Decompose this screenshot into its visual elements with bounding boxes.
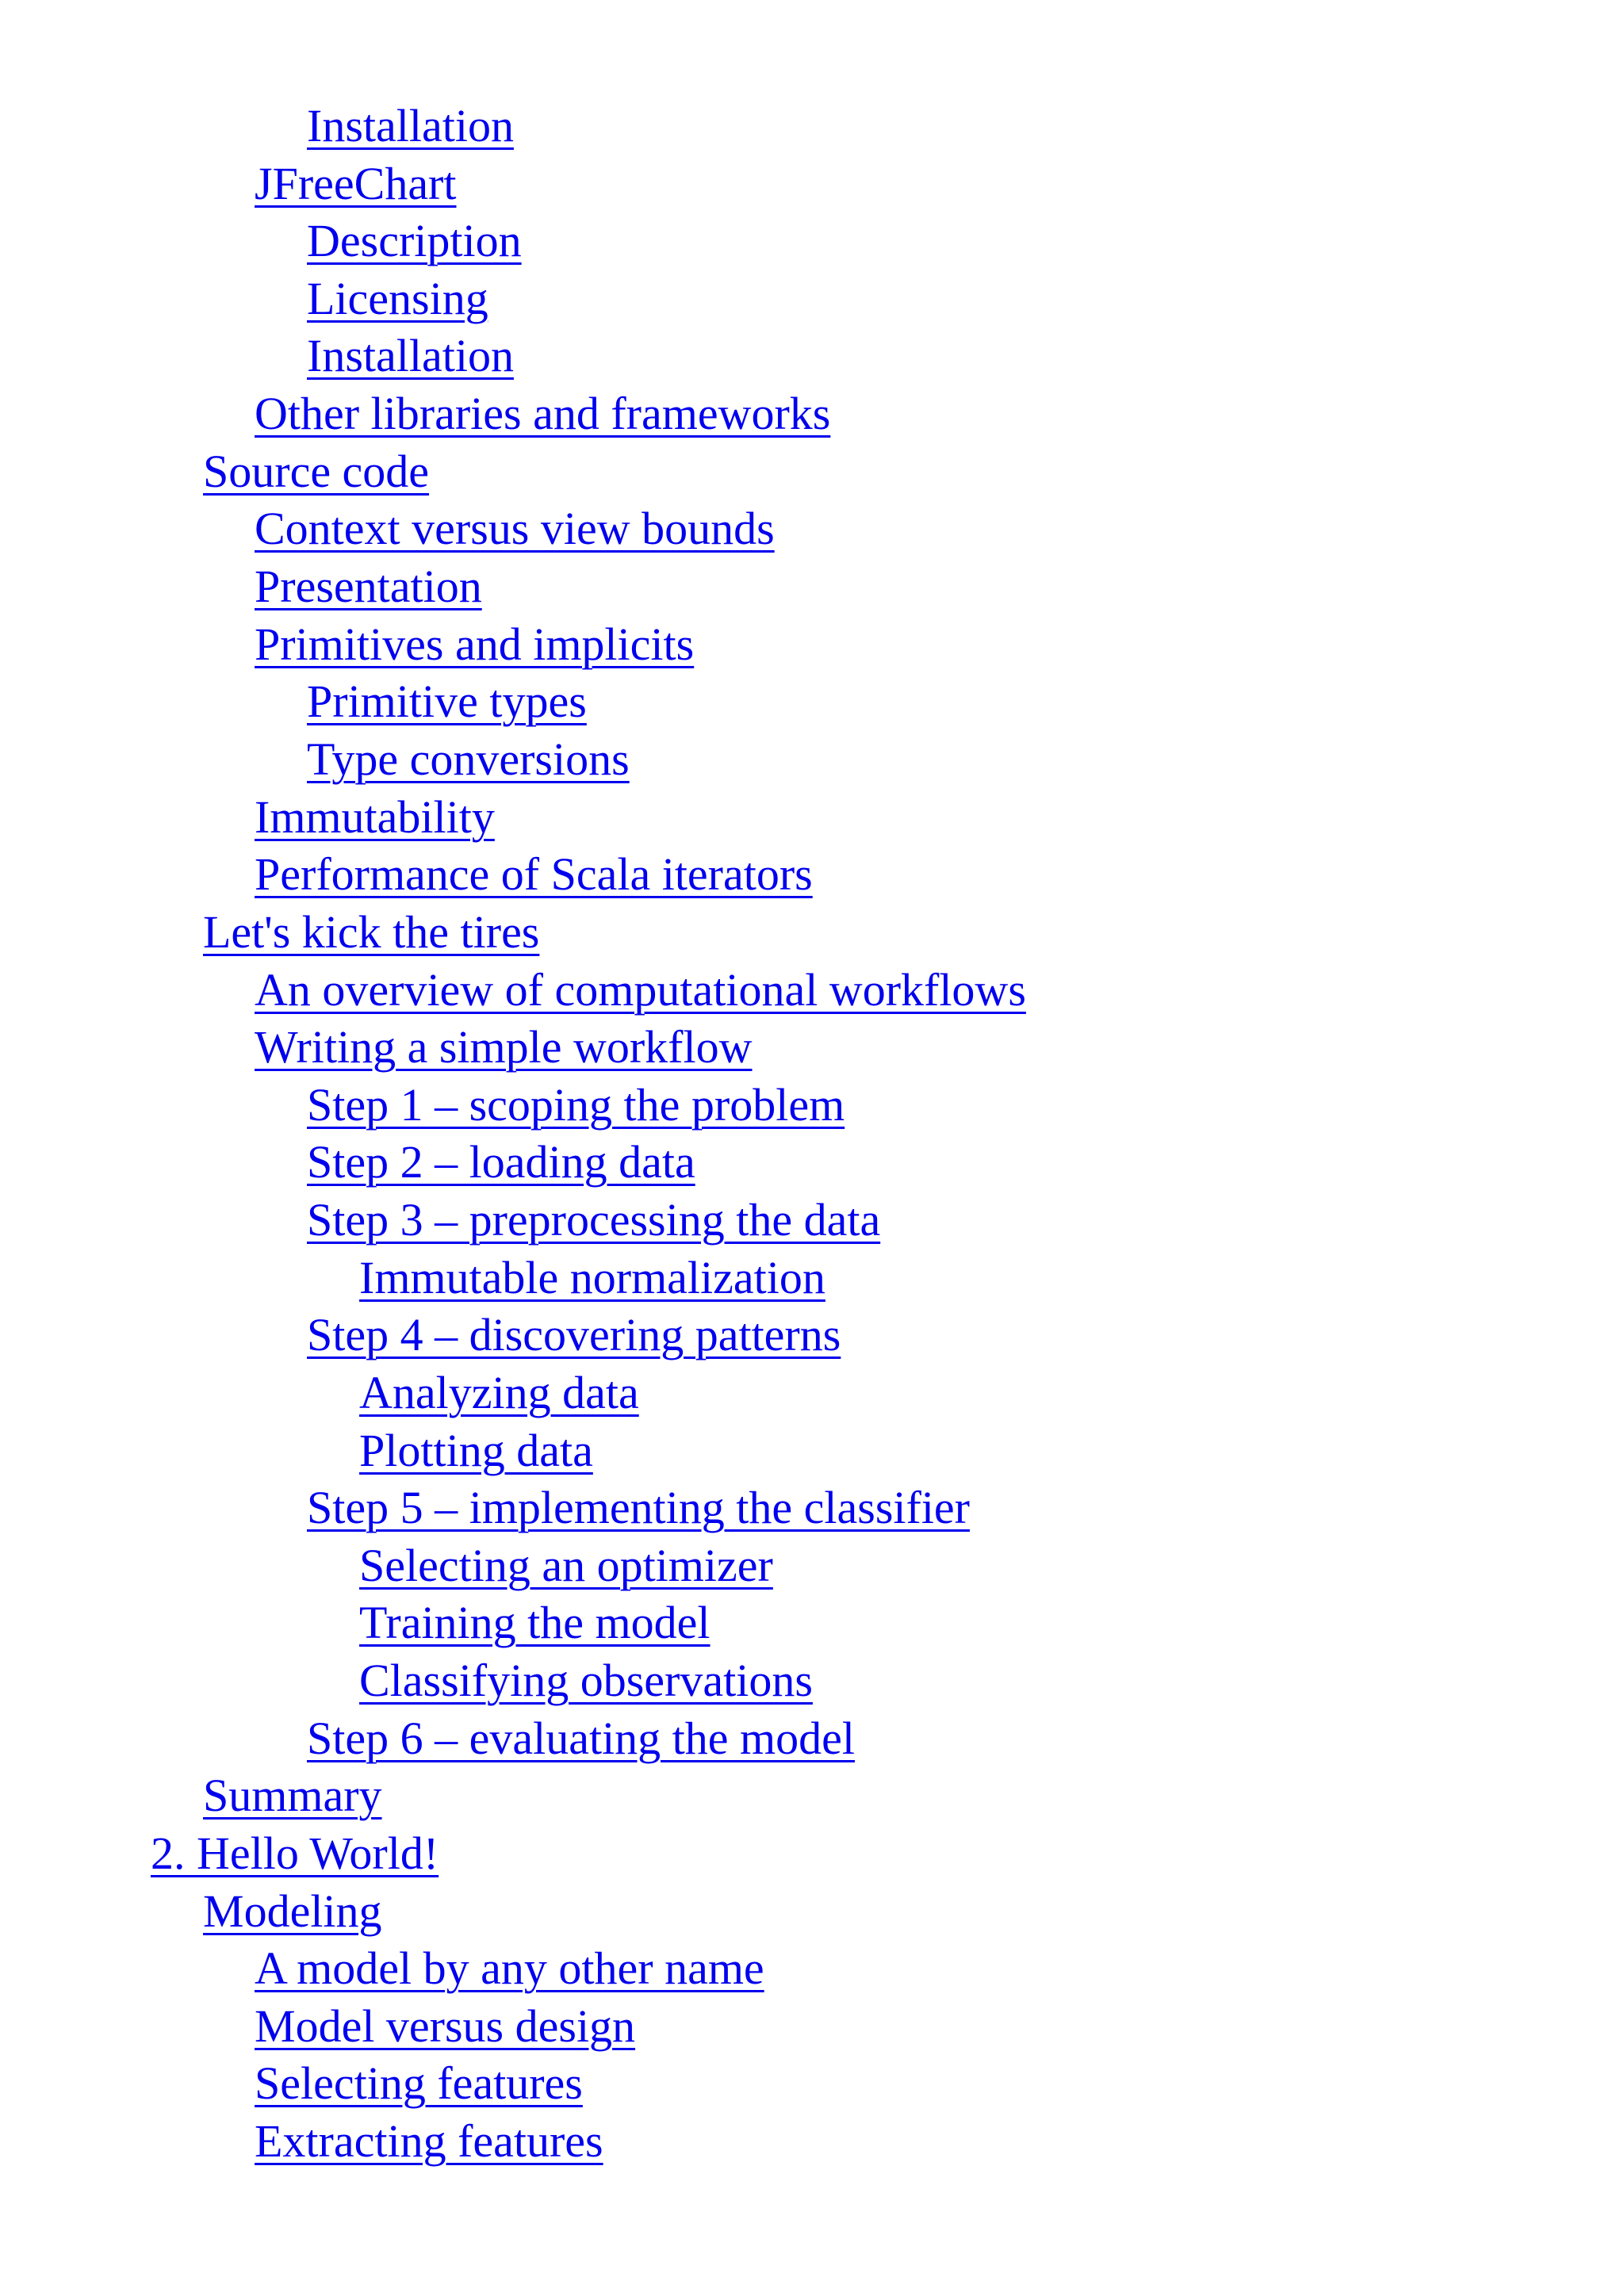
toc-link[interactable]: Source code [203,446,430,497]
toc-link[interactable]: Step 5 – implementing the classifier [307,1482,970,1533]
toc-link[interactable]: An overview of computational workflows [255,964,1026,1016]
toc-link[interactable]: Immutable normalization [359,1252,825,1303]
toc-link[interactable]: Installation [307,100,514,151]
toc-link[interactable]: Performance of Scala iterators [255,848,813,900]
toc-link[interactable]: Analyzing data [359,1367,639,1418]
toc-link[interactable]: Installation [307,330,514,381]
toc-link[interactable]: Training the model [359,1597,710,1648]
toc-link[interactable]: Summary [203,1770,382,1821]
toc-link[interactable]: Step 1 – scoping the problem [307,1079,845,1131]
toc-link[interactable]: Context versus view bounds [255,503,775,554]
toc-chapter-link[interactable]: 2. Hello World! [151,1827,439,1879]
toc-link[interactable]: Step 3 – preprocessing the data [307,1194,881,1246]
toc-link[interactable]: Primitives and implicits [255,618,695,670]
toc-link[interactable]: A model by any other name [255,1942,764,1994]
toc-link[interactable]: Step 4 – discovering patterns [307,1309,841,1360]
toc-link[interactable]: Selecting an optimizer [359,1540,773,1591]
toc-link[interactable]: Licensing [307,273,488,324]
toc-link[interactable]: JFreeChart [255,158,457,209]
toc-link[interactable]: Classifying observations [359,1655,813,1706]
toc-link[interactable]: Presentation [255,561,482,612]
toc-link[interactable]: Step 6 – evaluating the model [307,1712,856,1764]
toc-link[interactable]: Selecting features [255,2057,583,2109]
toc-link[interactable]: Writing a simple workflow [255,1021,753,1073]
toc-link[interactable]: Extracting features [255,2115,603,2167]
toc-link[interactable]: Step 2 – loading data [307,1136,695,1188]
toc-link[interactable]: Immutability [255,791,495,843]
toc-link[interactable]: Modeling [203,1885,382,1937]
toc-link[interactable]: Other libraries and frameworks [255,388,831,439]
toc-link[interactable]: Description [307,215,522,266]
toc-link[interactable]: Model versus design [255,2000,636,2052]
toc-link[interactable]: Primitive types [307,675,587,727]
toc-link[interactable]: Type conversions [307,733,630,785]
toc-link[interactable]: Let's kick the tires [203,906,540,958]
toc-link[interactable]: Plotting data [359,1425,593,1476]
